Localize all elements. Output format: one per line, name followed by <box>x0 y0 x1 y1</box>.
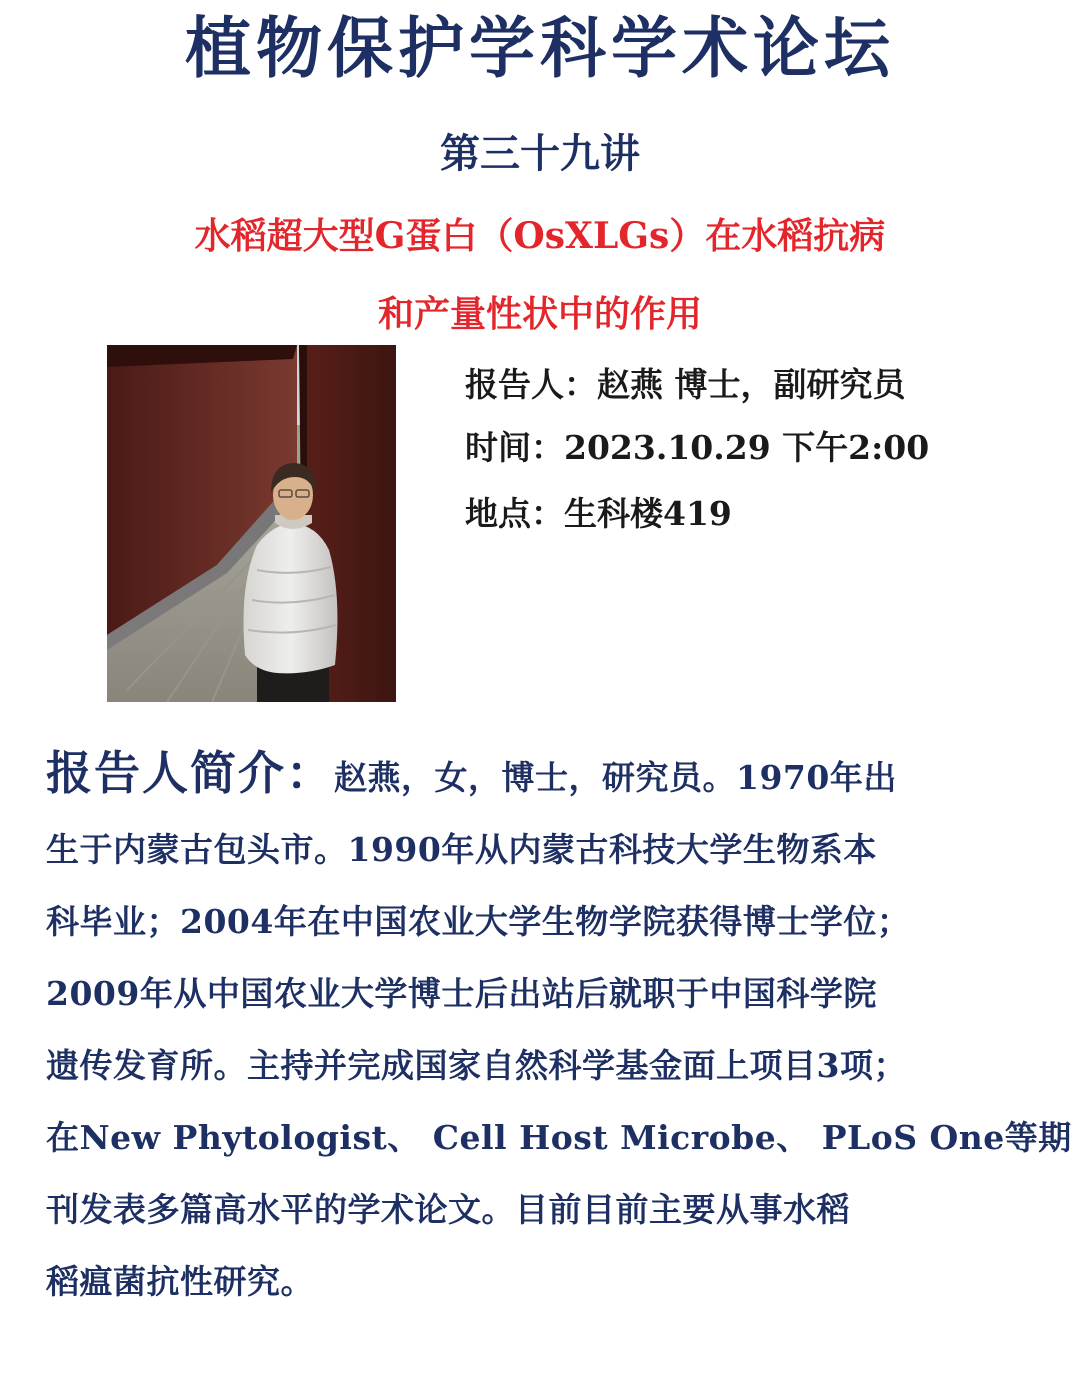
bio-line: 稻瘟菌抗性研究。 <box>46 1262 314 1301</box>
topic-title-line-1: 水稻超大型G蛋白（OsXLGs）在水稻抗病 <box>194 215 886 257</box>
bio-line: 在New Phytologist、 Cell Host Microbe、 PLoS One等期 <box>46 1118 1072 1157</box>
topic-title-line-2: 和产量性状中的作用 <box>377 293 702 335</box>
speaker-photo-illustration <box>107 345 396 702</box>
bio-line: 科毕业；2004年在中国农业大学生物学院获得博士学位； <box>46 902 911 941</box>
forum-title: 植物保护学科学术论坛 <box>185 9 895 87</box>
bio-heading: 报告人简介： <box>46 746 334 800</box>
lecture-number: 第三十九讲 <box>440 130 640 177</box>
bio-line: 生于内蒙古包头市。1990年从内蒙古科技大学生物系本 <box>46 830 877 869</box>
event-time: 时间：2023.10.29 下午2:00 <box>465 428 930 467</box>
speaker-info: 报告人：赵燕 博士，副研究员 <box>465 365 906 404</box>
bio-line: 2009年从中国农业大学博士后出站后就职于中国科学院 <box>46 974 877 1013</box>
speaker-photo <box>107 345 396 702</box>
bio-line: 遗传发育所。主持并完成国家自然科学基金面上项目3项； <box>46 1046 907 1085</box>
event-location: 地点：生科楼419 <box>465 494 732 533</box>
bio-line: 刊发表多篇高水平的学术论文。目前目前主要从事水稻 <box>46 1190 850 1229</box>
speaker-bio <box>46 732 1072 1318</box>
bio-text: 赵燕，女，博士，研究员。1970年出 <box>334 758 897 797</box>
bio-line <box>46 732 1056 814</box>
